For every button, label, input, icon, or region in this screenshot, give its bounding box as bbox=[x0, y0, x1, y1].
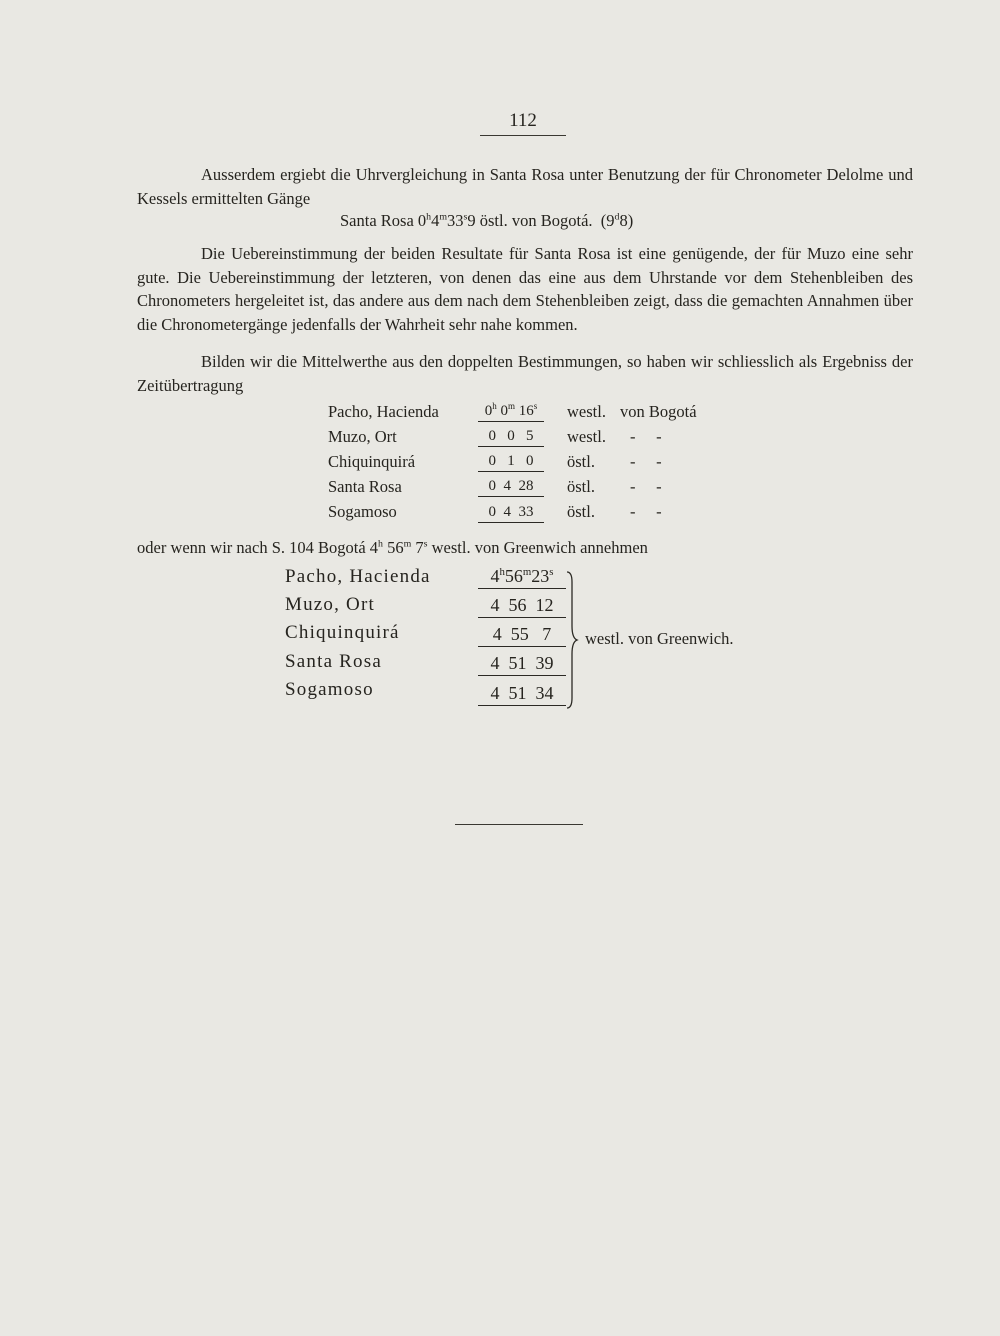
table-row-place: Pacho, Hacienda bbox=[328, 402, 439, 421]
table-row-place: Santa Rosa bbox=[328, 477, 402, 496]
paragraph-2: Die Uebereinstimmung der beiden Resultate für Santa Rosa ist eine genügende, der für Muzo eine sehr gute. Die Uebereinstimmung der letzteren, von denen das eine aus dem Uhrstande vor dem Stehenbleiben des Chronometers hergeleitet ist, das andere aus dem nach dem Stehenbleiben zeigt, dass die gemachten Annahmen über die Chronometergänge jedenfalls der Wahrheit sehr nahe kommen. bbox=[137, 244, 913, 334]
paragraph-3: Bilden wir die Mittelwerthe aus den doppelten Bestimmungen, so haben wir schliesslich als Ergebniss der Zeitübertragung bbox=[137, 352, 913, 395]
table-row-time: 0 1 0 bbox=[478, 453, 544, 472]
table-row-ref: - - bbox=[630, 452, 662, 471]
table-row-ref: von Bogotá bbox=[620, 402, 697, 421]
table-row-time: 0 0 5 bbox=[478, 428, 544, 447]
table-row-place: Pacho, Hacienda bbox=[285, 566, 431, 587]
page-number: 112 bbox=[480, 110, 566, 136]
table-row-dir: östl. bbox=[567, 502, 595, 521]
table-row-place: Santa Rosa bbox=[285, 651, 382, 672]
table-row-time: 4$^h$56$^m$23$^s$ bbox=[478, 566, 566, 589]
table-row-time: 0 4 28 bbox=[478, 478, 544, 497]
closing-rule bbox=[455, 824, 583, 825]
greenwich-suffix: westl. von Greenwich. bbox=[585, 629, 734, 648]
table-row-time: 0$^h$ 0$^m$ 16$^s$ bbox=[478, 403, 544, 422]
table-row-place: Chiquinquirá bbox=[328, 452, 416, 471]
table-row-dir: westl. bbox=[567, 402, 606, 421]
greenwich-intro: oder wenn wir nach S. 104 Bogotá 4$^h$ 56$^m$ 7$^s$ westl. von Greenwich annehmen bbox=[137, 538, 648, 557]
table-row-time: 4 51 39 bbox=[478, 653, 566, 676]
table-row-time: 4 56 12 bbox=[478, 595, 566, 618]
table-row-ref: - - bbox=[630, 502, 662, 521]
table-row-dir: östl. bbox=[567, 477, 595, 496]
table-row-place: Muzo, Ort bbox=[328, 427, 397, 446]
santa-rosa-result: Santa Rosa 0$^h$4$^m$33$^s$9 östl. von Bogotá. (9$^d$8) bbox=[340, 211, 634, 230]
table-row-ref: - - bbox=[630, 477, 662, 496]
table-row-place: Sogamoso bbox=[285, 679, 374, 700]
table-row-dir: östl. bbox=[567, 452, 595, 471]
table-row-place: Sogamoso bbox=[328, 502, 397, 521]
table-row-place: Muzo, Ort bbox=[285, 594, 375, 615]
table-row-ref: - - bbox=[630, 427, 662, 446]
table-row-dir: westl. bbox=[567, 427, 606, 446]
table-row-time: 4 55 7 bbox=[478, 624, 566, 647]
table-row-place: Chiquinquirá bbox=[285, 622, 400, 643]
paragraph-1: Ausserdem ergiebt die Uhrvergleichung in Santa Rosa unter Benutzung der für Chronometer Delolme und Kessels ermittelten Gänge bbox=[137, 165, 913, 208]
curly-brace bbox=[564, 570, 580, 710]
table-row-time: 0 4 33 bbox=[478, 504, 544, 523]
table-row-time: 4 51 34 bbox=[478, 683, 566, 706]
